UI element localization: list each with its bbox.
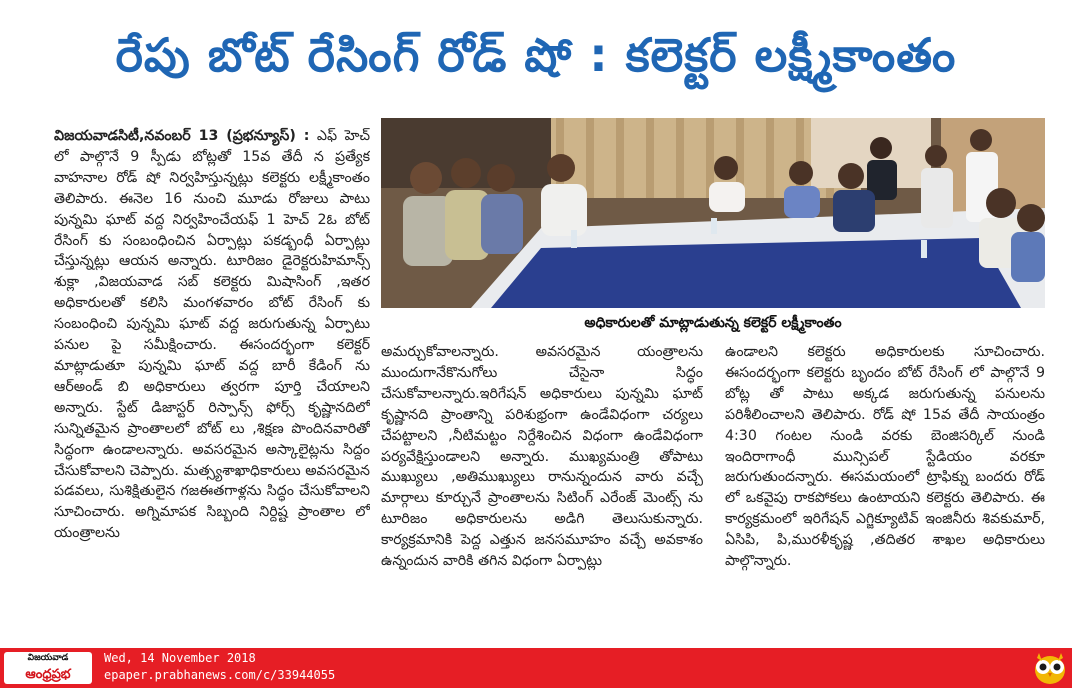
logo-edition: విజయవాడ <box>27 653 69 663</box>
article-column-1 <box>54 126 370 638</box>
article-column-2: అమర్చుకోవాలన్నారు. అవసరమైన యంత్రాలను ముందుగానేకొనుగోలు చేసైనా సిద్ధం చేసుకోవాలన్నారు.ఇరిగేషన్ అధికారులు పున్నమి ఘాట్ కృష్ణానది ప్రాంతాన్ని పరిశుభ్రంగా ఉండేవిధంగా చర్యలు చేపట్టాలని ,నీటిమట్టం నిర్దేశించిన విధంగా ఉండేవిధంగా పర్యవేక్షిస్తుండాలని అన్నారు. ముఖ్యమంత్రి తోపాటు ముఖ్యులు ,అతిముఖ్యులు రానున్నందున వారు వచ్చే మార్గాలు కూర్చునే ప్రాంతాలను సిటింగ్ ఎరేంజ్ మెంట్స్ ను టూరిజం అధికారులను అడిగి తెలుసుకున్నారు. కార్యక్రమానికి పెద్ద ఎత్తున జనసమూహం వచ్చే అవకాశం ఉన్నందున వారికి తగిన విధంగా ఏర్పాట్లు <box>381 344 703 570</box>
footer-bar <box>0 648 1072 688</box>
meeting-photo <box>381 118 1045 308</box>
dateline: విజయవాడసిటీ,నవంబర్ 13 (ప్రభన్యూస్) : <box>54 128 310 144</box>
publication-logo <box>4 652 92 684</box>
owl-icon <box>1032 650 1068 686</box>
article-column-3: ఉండాలని కలెక్టరు అధికారులకు సూచించారు. ఈసందర్భంగా కలెక్టరు బృందం బోట్ రేసింగ్ లో పాల్గొనే 9 బోట్ల తో పాటు అక్కడ జరుగుతున్న పనులను పరిశీలించాలని తెలిపారు. రోడ్ షో 15వ తేదీ సాయంత్రం 4:30 గంటల నుండి వరకు బెంజిసర్కిల్ నుండి ఇందిరాగాంధీ మున్సిపల్ స్టేడియం వరకూ జరుగుతుందన్నారు. ఈసమయంలో ట్రాఫిక్ను బందరు రోడ్ లో ఒకవైపు రాకపోకలు ఉంటాయని కలెక్టరు తెలిపారు. ఈ కార్యక్రమంలో ఇరిగేషన్ ఎగ్జిక్యూటివ్ ఇంజినీరు శివకుమార్, ఏసిపి, పి,మురళీకృష్ణ ,తదితర శాఖల అధికారులు పాల్గొన్నారు. <box>725 344 1045 570</box>
footer-url[interactable]: epaper.prabhanews.com/c/33944055 <box>104 668 336 682</box>
photo-caption: అధికారులతో మాట్లాడుతున్న కలెక్టర్ లక్ష్మీకాంతం <box>584 315 842 331</box>
footer-info <box>104 650 335 684</box>
column-1-text: ఎఫ్ హెచ్ లో పాల్గొనే 9 స్పీడు బోట్లతో 15వ తేదీ న ప్రత్యేక వాహనాల రోడ్ షో నిర్వహిస్తున్నట్లు కలెక్టరు లక్ష్మీకాంతం తెలిపారు. ఈనెల 16 నుంచి మూడు రోజులు పాటు పున్నమి ఘాట్ వద్ద నిర్వహించేయఫ్ 1 హెచ్ 2ఓ బోట్ రేసింగ్ కు సంబంధించిన ఏర్పాట్లు పకడ్బంధీ ఏర్పాట్లు చేస్తున్నట్లు ఆయన అన్నారు. టూరిజం డైరెక్టరుహిమాన్స్ శుక్లా ,విజయవాడ సబ్ కలెక్టరు మిషాసింగ్ ,ఇతర అధికారులతో కలిసి మంగళవారం బోట్ రేసింగ్ కు సంబంధించి పున్నమి ఘాట్ వద్ద జరుగుతున్న ఏర్పాటు పనుల పై సమీక్షించారు. ఈసందర్భంగా కలెక్టర్ మాట్లాడుతూ పున్నమి ఘాట్ వద్ద బారీ కేడింగ్ ను ఆర్అండ్ బి అధికారులు త్వరగా పూర్తి చేయాలని అన్నారు. స్టేట్ డిజాస్టర్ రిస్పాన్స్ ఫోర్స్ కృష్ణానదిలో సున్నితమైన ప్రాంతాలలో బోట్ లు ,శిక్షణ పొందినవారితో సిద్ధంగా ఉండాలన్నారు. అవసరమైన అస్కాలైట్లను సిద్దం చేసుకోవాలని చెప్పారు. మత్స్యశాఖాధికారులు అవసరమైన పడవలు, సుశిక్షితులైన గజఈతగాళ్లను సిద్ధం చేసుకోవాలని సూచించారు. అగ్నిమాపక సిబ్బంది నిర్దిష్ట ప్రాంతాల లో యంత్రాలను <box>54 128 370 542</box>
headline: రేపు బోట్ రేసింగ్ రోడ్ షో : కలెక్టర్ లక్ష్మీకాంతం <box>115 28 957 82</box>
logo-title: ఆంధ్రప్రభ <box>25 667 71 682</box>
footer-date: Wed, 14 November 2018 <box>104 651 256 665</box>
